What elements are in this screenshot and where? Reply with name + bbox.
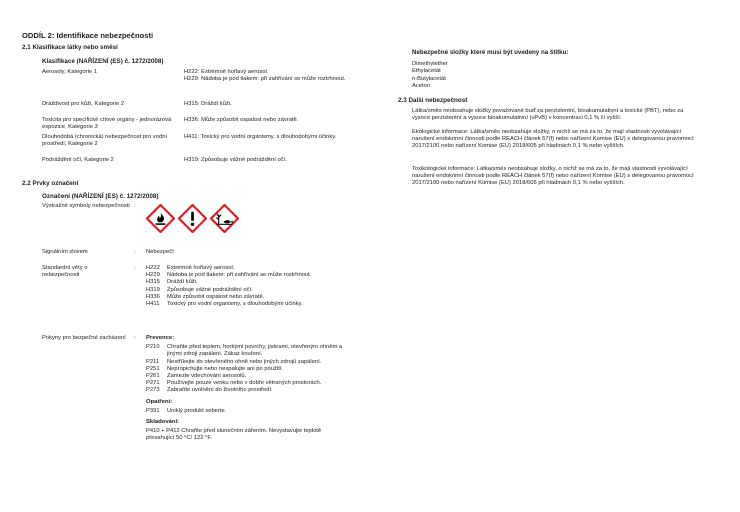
exclamation-pictogram-icon [178, 204, 207, 233]
class-row-right: H411: Toxický pro vodní organismy, s dlouhodobými účinky. [184, 134, 337, 140]
class-row-right: H222: Extrémně hořlavý aerosol. H229: Nádoba je pod tlakem: při zahřívání se může roztrhnout. [184, 69, 346, 83]
subsection-2-3-title: 2.3 Další nebezpečnost [398, 97, 468, 104]
subsection-2-2-title: 2.2 Prvky označení [22, 180, 79, 187]
symbols-label: Výstražné symboly nebezpečnosti [42, 203, 130, 209]
class-row-left: Aerosoly, Kategorie 1 [42, 69, 97, 75]
label-components-title: Nebezpečné složky které musí být uvedeny na štítku: [412, 49, 569, 56]
prevention-title: Prevence: [146, 335, 175, 341]
class-row-right: H315: Dráždí kůži. [184, 101, 232, 107]
class-row-right: H336: Může způsobit ospalost nebo závratě. [184, 117, 299, 123]
class-row-right: H319: Způsobuje vážné podráždění očí. [184, 157, 287, 163]
signal-word-label: Signálním slovem [42, 249, 88, 255]
signal-word-value: Nebezpečí [146, 249, 174, 255]
eco-paragraph: Ekologické informace: Látka/směs neobsahuje složky, o nichž se má za to, že mají vlastnosti vyvolávající narušení endokrinní činnosti podle REACH článek 57(f) nebo nařízení Komise (EU) s delegovanou pravomocí 2017/2100 nebo nařízení Komise (EU) 2018/605 při hladinách 0,1 % nebo vyšších. [412, 129, 694, 150]
labelling-subtitle: Označení (NAŘÍZENÍ (ES) č. 1272/2008) [42, 193, 159, 200]
label-components-list [412, 61, 448, 91]
h-statement: H315 Dráždí kůži. [146, 279, 198, 286]
class-row-left: Toxicita pro specifické cílové orgány - jednorázová expozice, Kategorie 3 [42, 117, 172, 131]
component-item: Dimethylether [412, 61, 448, 67]
classification-subtitle: Klasifikace (NAŘÍZENÍ (ES) č. 1272/2008) [42, 58, 164, 65]
class-row-left: Dlouhodobá (chronická) nebezpečnost pro vodní prostředí, Kategorie 2 [42, 134, 168, 148]
flame-pictogram-icon [146, 204, 175, 233]
h-statement: H222 Extrémně hořlavý aerosol. [146, 265, 235, 271]
response-title: Opatření: [146, 398, 173, 405]
storage-title: Skladování: [146, 419, 180, 426]
environment-pictogram-icon [210, 204, 239, 233]
p-statement: P211 Nestříkejte do otevřeného ohně nebo jiných zdrojů zapálení. [146, 358, 322, 365]
storage-statement: P410 + P412 Chraňte před slunečním zářením. Nevystavujte teplotě přesahující 50 °C/ 122 °F. [146, 428, 322, 442]
hazard-statements-label: Standardní věty o nebezpečnosti [42, 265, 88, 279]
h-statement: H319 Způsobuje vážné podráždění očí. [146, 286, 253, 293]
p-statement: P271 Používejte pouze venku nebo v dobře větraných prostorách. [146, 380, 322, 387]
h-statement: H411 Toxický pro vodní organismy, s dlouhodobými účinky. [146, 301, 303, 308]
h-statement: H336 Může způsobit ospalost nebo závratě. [146, 293, 265, 300]
p-statement: P391 Uniklý produkt seberte. [146, 407, 227, 414]
precautionary-label: Pokyny pro bezpečné zacházení [42, 335, 126, 341]
component-item: n-Butylacetát [412, 75, 446, 82]
hazard-statements-list [146, 265, 351, 308]
class-row-left: Podráždění očí, Kategorie 2 [42, 157, 114, 163]
tox-paragraph: Toxikologické informace: Látka/směs neobsahuje složky, o nichž se má za to, že mají vlastnosti vyvolávající narušení endokrinní činnosti podle REACH článek 57(f) nebo nařízení Komise (EU) s delegovanou pravomocí 2017/2100 nebo nařízení Komise (EU) 2018/605 při hladinách 0,1 % nebo vyšších. [412, 166, 694, 187]
p-statement: P251 Nepropichujte nebo nespalujte ani po použití. [146, 365, 284, 372]
p-statement: P273 Zabraňte uvolnění do životního prostředí. [146, 387, 273, 394]
document-page: ODDÍL 2: Identifikace nebezpečnosti 2.1 Klasifikace látky nebo směsi Klasifikace (NAŘÍZENÍ (ES) č. 1272/2008) Aerosoly, Kategorie 1 H222: Extrémně hořlavý aerosol. H229: Nádoba je pod tlakem: při zahřívání se může roztrhnout. Dráždivost pro kůži, Kategorie 2 H315: Dráždí kůži. Toxicita pro specifické cílové orgány - jednorázová expozice, Kategorie 3 H336: Může způsobit ospalost nebo závratě. Dlouhodobá (chronická) nebezpečnost pro vodní prostředí, Kategorie 2 H411: Toxický pro vodní organismy, s dlouhodobými účinky. Podráždění očí, Kategorie 2 H319: Způsobuje vážné podráždění očí. 2.2 Prvky označení Označení (NAŘÍZENÍ (ES) č. 1272/2008) Výstražné symboly nebezpečnosti : Signálním slovem : Nebezpečí Standardní věty o nebezpečnosti : H222 Extrémně hořlavý aerosol. H229 Nádoba je pod tlakem: při zahřívání se může roztrhnout. H315 Dráždí kůži. H319 Způsobuje vážné podráždění očí. H336 Může způsobit ospalost nebo závratě. H411 Toxický pro vodní organismy, s dlouhodobými účinky. Pokyny pro bezpečné zacházení : Prevence: P210 Chraňte před teplem, horkými povrchy, jiskrami, otevřeným ohněm a jinými zdroji zapálení. Zákaz kouření. P211 Nestříkejte do otevřeného ohně nebo jiných zdrojů zapálení. P251 Nepropichujte nebo nespalujte ani po použití. P261 Zamezte vdechování aerosolů. P271 Používejte pouze venku nebo v dobře větraných prostorách. P273 Zabraňte uvolnění do životního prostředí. Opatření: P391 Uniklý produkt seberte. Skladování: P410 + P412 Chraňte před slunečním zářením. Nevystavujte teplotě přesahující 50 °C/ 122 °F. Nebezpečné složky které musí být uvedeny na štítku: Dimethylether Ethylacetát n-Butylacetát Aceton 2.3 Další nebezpečnost Látka/směs neobsahuje složky považované buď za perzistentní, bioakumulativní a toxické (PBT), nebo za vysoce perzistentní a vysoce bioakumulativní (vPvB) v koncentraci 0,1 % či vyšší. Ekologické informace: Látka/směs neobsahuje složky, o nichž se má za to, že mají vlastnosti vyvolávající narušení endokrinní činnosti podle REACH článek 57(f) nebo nařízení Komise (EU) s delegovanou pravomocí 2017/2100 nebo nařízení Komise (EU) 2018/605 při hladinách 0,1 % nebo vyšších. Toxikologické informace: Látka/směs neobsahuje složky, o nichž se má za to, že mají vlastnosti vyvolávající narušení endokrinní činnosti podle REACH článek 57(f) nebo nařízení Komise (EU) s delegovanou pravomocí 2017/2100 nebo nařízení Komise (EU) 2018/605 při hladinách 0,1 % nebo vyšších. [22, 31, 694, 442]
section-title: ODDÍL 2: Identifikace nebezpečnosti [22, 31, 154, 40]
p-statement: P261 Zamezte vdechování aerosolů. [146, 373, 247, 380]
component-item: Aceton [412, 83, 431, 90]
pictogram-row [146, 204, 239, 233]
subsection-2-1-title: 2.1 Klasifikace látky nebo směsi [22, 44, 118, 51]
pbt-paragraph: Látka/směs neobsahuje složky považované buď za perzistentní, bioakumulativní a toxické (PBT), nebo za vysoce perzistentní a vysoce bioakumulativní (vPvB) v koncentraci 0,1 % či vyšší. [412, 108, 684, 122]
precautionary-statements [146, 332, 351, 443]
p-statement: P210 Chraňte před teplem, horkými povrchy, jiskrami, otevřeným ohněm a jinými zdroji zapálení. Zákaz kouření. [146, 344, 343, 358]
class-row-left: Dráždivost pro kůži, Kategorie 2 [42, 101, 125, 107]
component-item: Ethylacetát [412, 68, 441, 75]
h-statement: H229 Nádoba je pod tlakem: při zahřívání se může roztrhnout. [146, 272, 312, 279]
